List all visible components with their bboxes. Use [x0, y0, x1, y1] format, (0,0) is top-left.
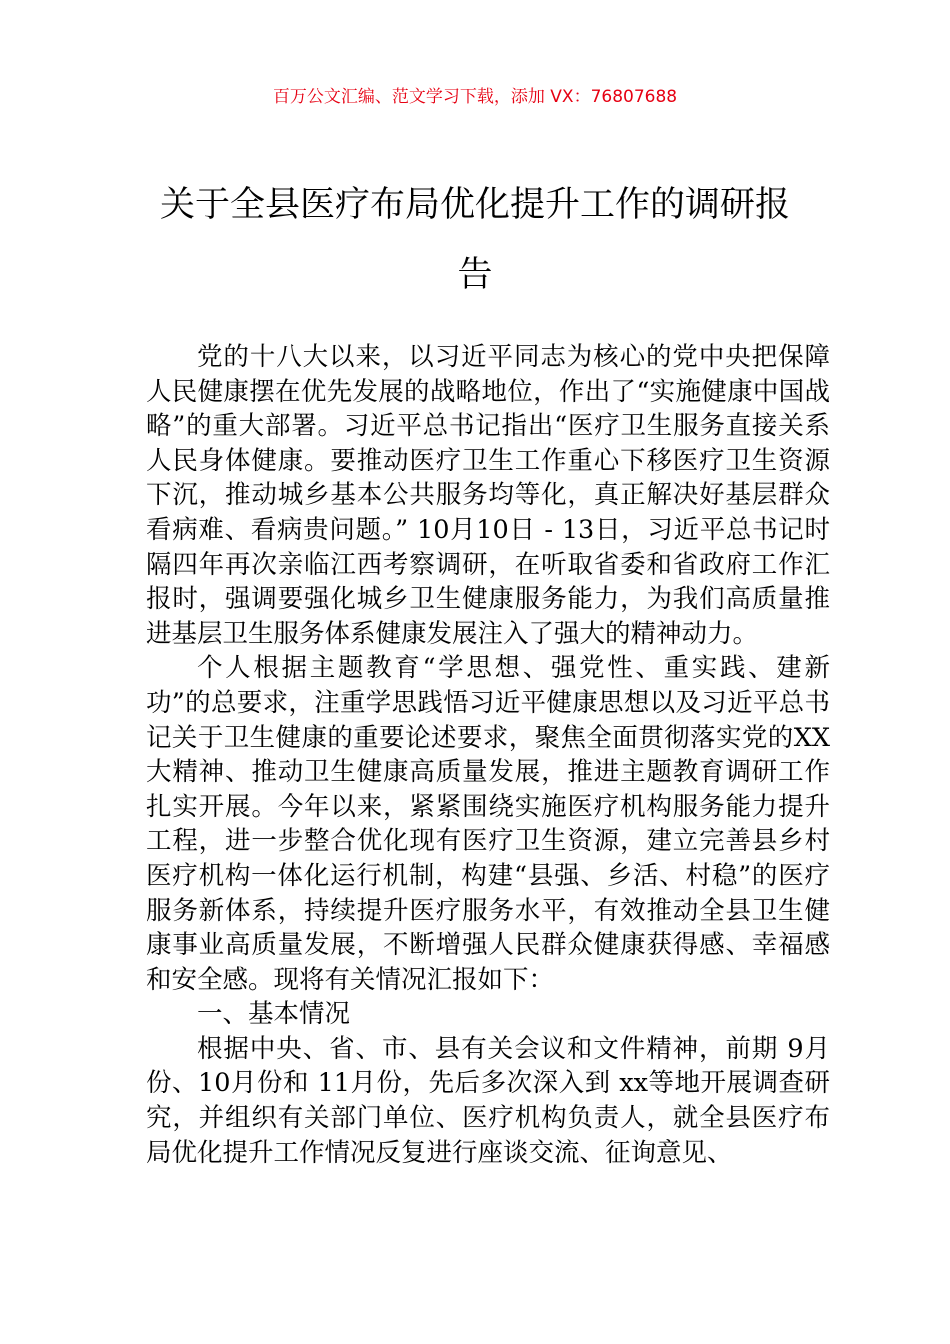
body-paragraph: 个人根据主题教育“学思想、强党性、重实践、建新功”的总要求，注重学思践悟习近平健康思想以及习近平总书记关于卫生健康的重要论述要求，聚焦全面贯彻落实党的XX大精神、推动卫生健康高质量发展，推进主题教育调研工作扎实开展。今年以来，紧紧围绕实施医疗机构服务能力提升工程，进一步整合优化现有医疗卫生资源，建立完善县乡村医疗机构一体化运行机制，构建“县强、乡活、村稳”的医疗服务新体系，持续提升医疗服务水平，有效推动全县卫生健康事业高质量发展，不断增强人民群众健康获得感、幸福感和安全感。现将有关情况汇报如下：	[146, 653, 830, 995]
section-heading: 一、基本情况	[197, 999, 351, 1030]
document-body	[146, 340, 830, 1170]
body-paragraph: 根据中央、省、市、县有关会议和文件精神，前期 9月份、10月份和 11月份，先后多次深入到 xx等地开展调查研究，并组织有关部门单位、医疗机构负责人，就全县医疗布局优化提升工作情况反复进行座谈交流、征询意见、	[146, 1033, 830, 1168]
body-paragraph: 党的十八大以来，以习近平同志为核心的党中央把保障人民健康摆在优先发展的战略地位，作出了“实施健康中国战略”的重大部署。习近平总书记指出“医疗卫生服务直接关系人民身体健康。要推动医疗卫生工作重心下移医疗卫生资源下沉，推动城乡基本公共服务均等化，真正解决好基层群众看病难、看病贵问题。” 10月10日 - 13日，习近平总书记时隔四年再次亲临江西考察调研，在听取省委和省政府工作汇报时，强调要强化城乡卫生健康服务能力，为我们高质量推进基层卫生服务体系健康发展注入了强大的精神动力。	[146, 342, 830, 649]
document-title: 关于全县医疗布局优化提升工作的调研报告	[159, 185, 790, 295]
promo-header: 百万公文汇编、范文学习下载，添加 VX：76807688	[272, 87, 678, 107]
